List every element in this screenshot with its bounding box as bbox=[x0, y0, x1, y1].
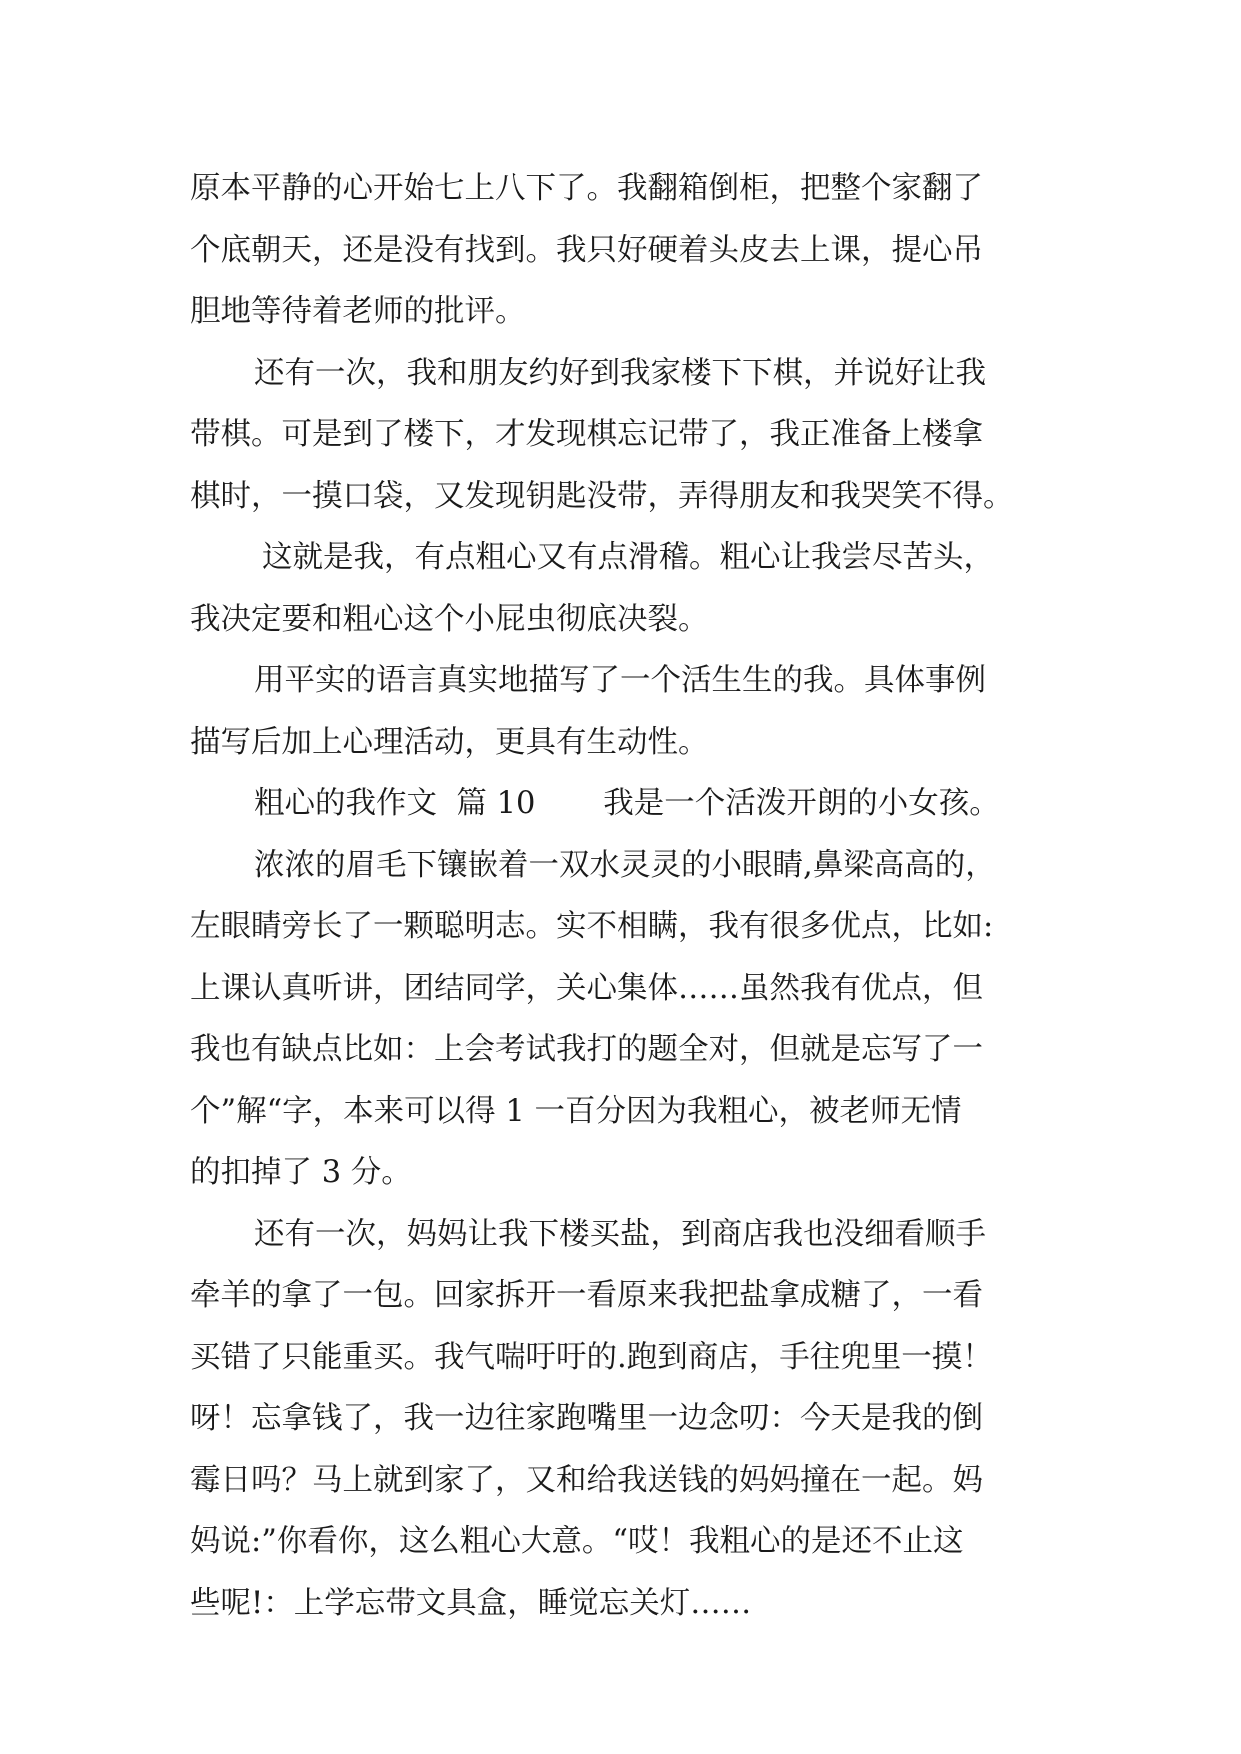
essay-body bbox=[190, 158, 1060, 1634]
text-line: 原本平静的心开始七上八下了。我翻箱倒柜，把整个家翻了 bbox=[190, 171, 983, 206]
text-line: 左眼睛旁长了一颗聪明志。实不相瞒，我有很多优点，比如: bbox=[190, 909, 994, 944]
text-line: 霉日吗？马上就到家了，又和给我送钱的妈妈撞在一起。妈 bbox=[190, 1462, 983, 1498]
text-line: 棋时，一摸口袋，又发现钥匙没带，弄得朋友和我哭笑不得。 bbox=[190, 478, 1014, 514]
text-line: 带棋。可是到了楼下，才发现棋忘记带了，我正准备上楼拿 bbox=[190, 417, 983, 452]
text-line: 我决定要和粗心这个小屁虫彻底决裂。 bbox=[190, 601, 709, 637]
text-line: 描写后加上心理活动，更具有生动性。 bbox=[190, 724, 709, 760]
text-line: 个底朝天，还是没有找到。我只好硬着头皮去上课，提心吊 bbox=[190, 232, 983, 268]
text-line: 上课认真听讲，团结同学，关心集体……虽然我有优点，但 bbox=[190, 970, 983, 1006]
section-heading-line: 粗心的我作文 篇 10 我是一个活泼开朗的小女孩。 bbox=[254, 786, 1000, 821]
text-line: 的扣掉了 3 分。 bbox=[190, 1155, 412, 1190]
text-line: 浓浓的眉毛下镶嵌着一双水灵灵的小眼睛,鼻梁高高的， bbox=[254, 847, 996, 883]
text-line: 些呢!：上学忘带文具盒，睡觉忘关灯…… bbox=[190, 1585, 752, 1621]
text-line: 还有一次，妈妈让我下楼买盐，到商店我也没细看顺手 bbox=[254, 1216, 986, 1252]
text-line: 用平实的语言真实地描写了一个活生生的我。具体事例 bbox=[254, 663, 986, 698]
text-line: 还有一次，我和朋友约好到我家楼下下棋，并说好让我 bbox=[254, 355, 986, 391]
text-line: 买错了只能重买。我气喘吁吁的.跑到商店，手往兜里一摸！ bbox=[190, 1339, 993, 1375]
text-line: 妈说:”你看你，这么粗心大意。“哎！我粗心的是还不止这 bbox=[190, 1524, 964, 1559]
text-line: 牵羊的拿了一包。回家拆开一看原来我把盐拿成糖了，一看 bbox=[190, 1278, 983, 1313]
text-line: 胆地等待着老师的批评。 bbox=[190, 294, 526, 329]
text-line: 个”解“字，本来可以得 1 一百分因为我粗心，被老师无情 bbox=[190, 1093, 962, 1129]
text-line: 呀！忘拿钱了，我一边往家跑嘴里一边念叨：今天是我的倒 bbox=[190, 1401, 983, 1436]
text-line: 这就是我，有点粗心又有点滑稽。粗心让我尝尽苦头， bbox=[262, 540, 994, 575]
text-line: 我也有缺点比如：上会考试我打的题全对，但就是忘写了一 bbox=[190, 1032, 983, 1067]
